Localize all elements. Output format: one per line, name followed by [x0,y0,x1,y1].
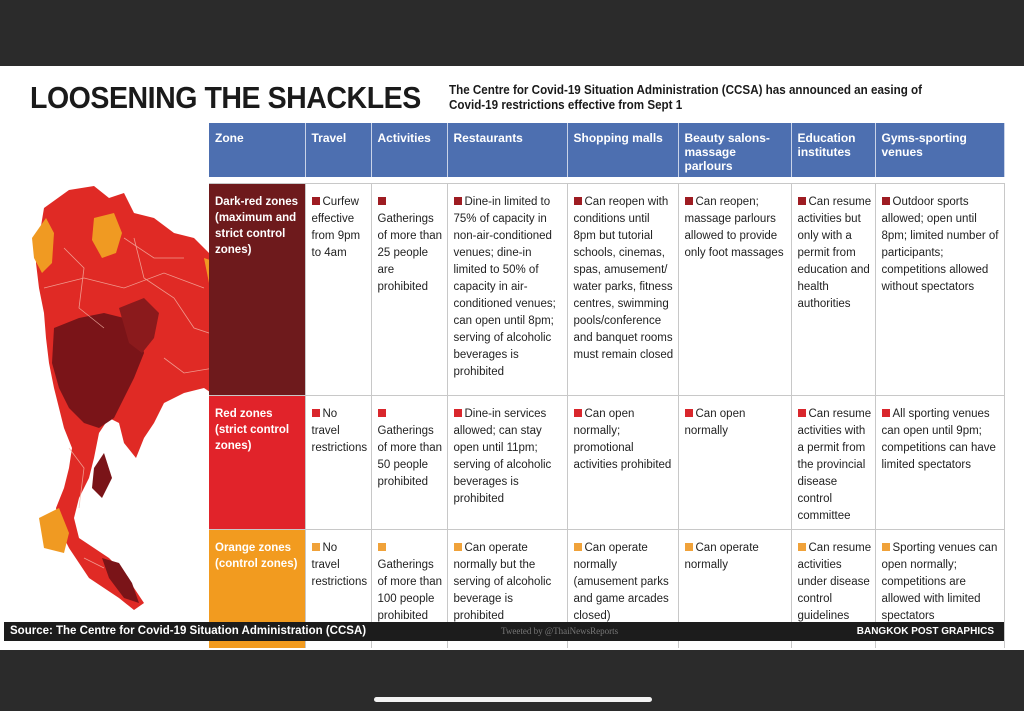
cell: Can open normally; promotional activities prohibited [567,396,678,530]
infographic-card [0,66,1024,650]
header-education: Education institutes [791,123,875,177]
bullet-icon [312,197,320,205]
cell: Dine-in limited to 75% of capacity in non-air-conditioned venues; dine-in limited to 50% of capacity in air-conditioned venues; can open until 8pm; serving of alcoholic beverages is prohibited [447,184,567,396]
bullet-icon [454,543,462,551]
bullet-icon [574,197,582,205]
header-shopping-malls: Shopping malls [567,123,678,177]
page-title: LOOSENING THE SHACKLES [30,80,421,115]
bullet-icon [882,197,890,205]
source-note: Source: The Centre for Covid-19 Situation Administration (CCSA) [10,625,367,637]
cell: Gatherings of more than 50 people prohibited [371,396,447,530]
bullet-icon [882,409,890,417]
zone-restrictions-table [209,123,1004,648]
bullet-icon [685,197,693,205]
cell: No travel restrictions [305,396,371,530]
bullet-icon [685,543,693,551]
cell: Can operate normally [678,530,791,648]
cell: Sporting venues can open normally; competitions are allowed with limited spectators [875,530,1004,648]
header-travel: Travel [305,123,371,177]
header-activities: Activities [371,123,447,177]
subtitle: The Centre for Covid-19 Situation Administration (CCSA) has announced an easing of Covid-19 restrictions effective from Sept 1 [449,83,923,112]
credit: BANGKOK POST GRAPHICS [856,626,994,637]
zone-dark-red: Dark-red zones (maximum and strict control zones) [209,184,305,396]
cell: Gatherings of more than 25 people are prohibited [371,184,447,396]
bullet-icon [798,409,806,417]
header-beauty-salons: Beauty salons-massage parlours [678,123,791,177]
footer-bar [4,622,1004,641]
table-header-row [209,123,1004,177]
bullet-icon [574,409,582,417]
cell: Can resume activities but only with a permit from education and health authorities [791,184,875,396]
bullet-icon [312,409,320,417]
home-indicator[interactable] [374,697,652,702]
cell: Can operate normally but the serving of alcoholic beverage is prohibited [447,530,567,648]
bullet-icon [685,409,693,417]
cell: Curfew effective from 9pm to 4am [305,184,371,396]
header-restaurants: Restaurants [447,123,567,177]
header-zone: Zone [209,123,305,177]
cell: Can open normally [678,396,791,530]
cell: Dine-in services allowed; can stay open until 11pm; serving of alcoholic beverages is prohibited [447,396,567,530]
cell: Can reopen; massage parlours allowed to provide only foot massages [678,184,791,396]
cell: Can resume activities under disease control guidelines [791,530,875,648]
bullet-icon [798,543,806,551]
bullet-icon [798,197,806,205]
watermark: Tweeted by @ThaiNewsReports [501,626,619,636]
cell: Can reopen with conditions until 8pm but tutorial schools, cinemas, spas, amusement/ water parks, fitness centres, swimming pools/conference and banquet rooms must remain closed [567,184,678,396]
cell: No travel restrictions [305,530,371,648]
bullet-icon [312,543,320,551]
bullet-icon [454,409,462,417]
top-bar [0,0,1024,66]
bullet-icon [574,543,582,551]
bullet-icon [378,409,386,417]
cell: Can operate normally (amusement parks and game arcades closed) [567,530,678,648]
cell: Can resume activities with a permit from the provincial disease control committee [791,396,875,530]
zone-orange: Orange zones (control zones) [209,530,305,648]
bullet-icon [378,197,386,205]
cell: Outdoor sports allowed; open until 8pm; limited number of participants; competitions allowed without spectators [875,184,1004,396]
cell: All sporting venues can open until 9pm; competitions can have limited spectators [875,396,1004,530]
bullet-icon [378,543,386,551]
zone-red: Red zones (strict control zones) [209,396,305,530]
bullet-icon [454,197,462,205]
cell: Gatherings of more than 100 people prohibited [371,530,447,648]
header-gyms: Gyms-sporting venues [875,123,1004,177]
table-row-red [209,396,1004,530]
table-row-dark-red [209,184,1004,396]
bullet-icon [882,543,890,551]
